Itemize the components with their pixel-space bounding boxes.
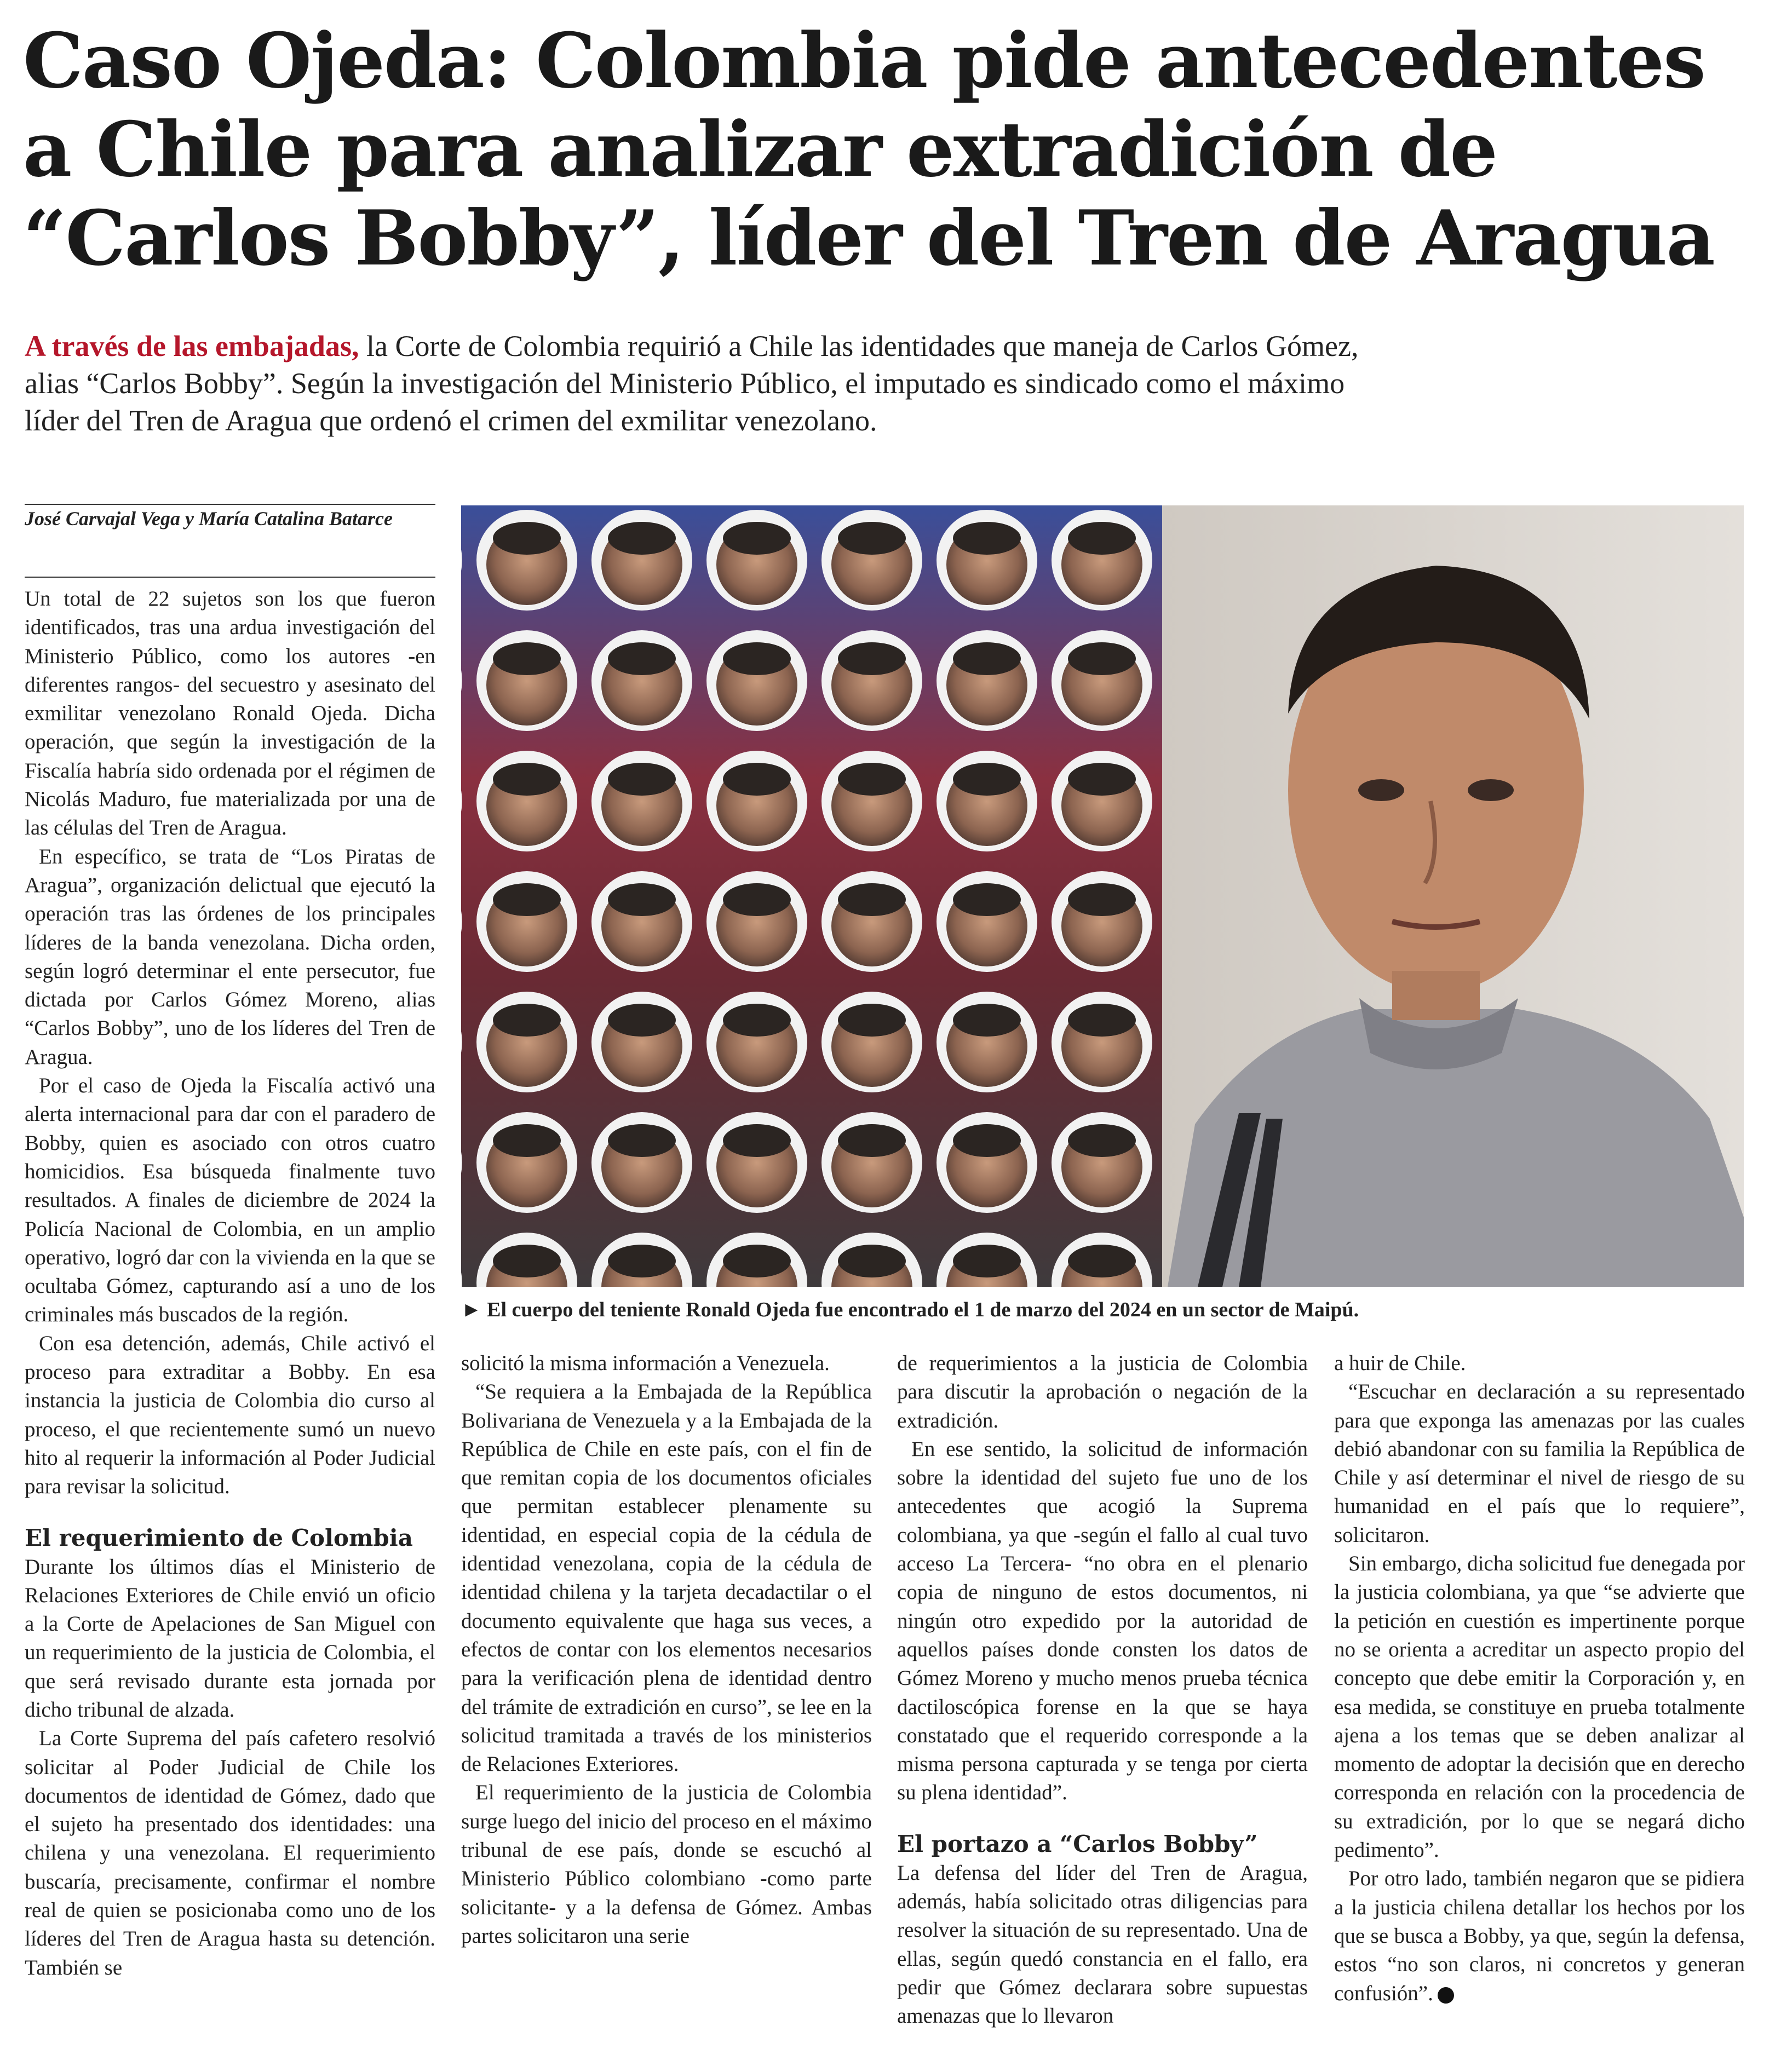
article-photo: [461, 505, 1744, 1287]
subheading: El portazo a “Carlos Bobby”: [897, 1830, 1258, 1857]
lead-text: la Corte de Colombia requirió a Chile las identidades que maneja de Carlos Gómez, alias “Carlos Bobby”. Según la investigación del Ministerio Público, el imputado es sindicado como el máximo líder del Tren de Aragua que ordenó el crimen del exmilitar venezolano.: [25, 330, 1359, 437]
photo-caption: ► El cuerpo del teniente Ronald Ojeda fue encontrado el 1 de marzo del 2024 en un sector de Maipú.: [461, 1298, 1359, 1321]
paragraph: La defensa del líder del Tren de Aragua, además, había solicitado otras diligencias para resolver la situación de su representado. Una de ellas, según quedó constancia en el fallo, era pedir que Gómez declarara sobre supuestas amenazas que lo llevaron: [897, 1861, 1308, 2028]
paragraph: El requerimiento de la justicia de Colombia surge luego del inicio del proceso en el máximo tribunal de ese país, donde se escuchó al Ministerio Público colombiano -como parte solicitante- y a la defensa de Gómez. Ambas partes solicitaron una serie: [461, 1781, 872, 1948]
lead-kicker: A través de las embajadas,: [25, 330, 359, 362]
paragraph: Por el caso de Ojeda la Fiscalía activó una alerta internacional para dar con el paradero de Bobby, quien es asociado con otros cuatro homicidios. Esa búsqueda finalmente tuvo resultados. A finales de diciembre de 2024 la Policía Nacional de Colombia, en un amplio operativo, logró dar con la vivienda en la que se ocultaba Gómez, capturando así a uno de los criminales más buscados de la región.: [25, 1074, 435, 1327]
paragraph: a huir de Chile.: [1334, 1351, 1466, 1375]
column-4: [1334, 1349, 1745, 2008]
byline-bottom-rule: [25, 577, 435, 578]
paragraph: En específico, se trata de “Los Piratas de Aragua”, organización delictual que ejecutó la operación tras las órdenes de los principales líderes de la banda venezolana. Dicha orden, según logró determinar el ente persecutor, fue dictada por Carlos Gómez Moreno, alias “Carlos Bobby”, uno de los líderes del Tren de Aragua.: [25, 844, 435, 1069]
subheading: El requerimiento de Colombia: [25, 1524, 413, 1551]
paragraph: Durante los últimos días el Ministerio de Relaciones Exteriores de Chile envió un oficio a la Corte de Apelaciones de San Miguel con un requerimiento de la justicia de Colombia, el que será revisado durante esta jornada por dicho tribunal de alzada.: [25, 1555, 435, 1722]
paragraph: “Se requiera a la Embajada de la República Bolivariana de Venezuela y a la Embajada de la República de Chile en este país, con el fin de que remitan copia de los documentos oficiales que permitan establecer plenamente su identidad, en especial copia de la cédula de identidad venezolana, copia de la cédula de identidad chilena y la tarjeta decadactilar o el documento equivalente que haga sus veces, a efectos de contar con los elementos necesarios para la verificación plena de identidad dentro del trámite de extradición en curso”, se lee en la solicitud tramitada a través de los ministerios de Relaciones Exteriores.: [461, 1380, 872, 1776]
column-3: [897, 1349, 1308, 2031]
headline-line-1: Caso Ojeda: Colombia pide antecedentes: [23, 16, 1705, 105]
paragraph: La Corte Suprema del país cafetero resolvió solicitar al Poder Judicial de Chile los documentos de identidad de Gómez, dado que el sujeto ha presentado dos identidades: una chilena y una venezolana. El requerimiento buscaría, precisamente, confirmar el nombre real de quien se posicionaba como uno de los líderes del Tren de Aragua hasta su detención. También se: [25, 1726, 435, 1979]
paragraph: Sin embargo, dicha solicitud fue denegada por la justicia colombiana, ya que “se advierte que la petición en cuestión es impertinente porque no se orienta a acreditar un aspecto propio del concepto que debe emitir la Corporación y, en esa medida, se constituye en prueba totalmente ajena a los temas que se deben analizar al momento de adoptar la decisión que en derecho corresponda en relación con la procedencia de su extradición, por lo que se negará dicho pedimento”.: [1334, 1552, 1745, 1862]
paragraph: Con esa detención, además, Chile activó el proceso para extraditar a Bobby. En esa instancia la justicia de Colombia dio curso al proceso, el que recientemente sumó un nuevo hito al requerir la información al Poder Judicial para revisar la solicitud.: [25, 1331, 435, 1499]
paragraph-last-text: Por otro lado, también negaron que se pidiera a la justicia chilena detallar los hechos por los que se busca a Bobby, ya que, según la defensa, estos “no son claros, ni concretos y generan confusión”.: [1334, 1867, 1745, 2005]
paragraph: Un total de 22 sujetos son los que fueron identificados, tras una ardua investigación del Ministerio Público, como los autores -en diferentes rangos- del secuestro y asesinato del exmilitar venezolano Ronald Ojeda. Dicha operación, que según la investigación de la Fiscalía habría sido ordenada por el régimen de Nicolás Maduro, fue materializada por una de las células del Tren de Aragua.: [25, 587, 435, 840]
paragraph: “Escuchar en declaración a su representado para que exponga las amenazas por las cuales debió abandonar con su familia la República de Chile y así determinar el nivel de riesgo de su humanidad en el país que lo requiere”, solicitaron.: [1334, 1380, 1745, 1547]
paragraph: de requerimientos a la justicia de Colombia para discutir la aprobación o negación de la extradición.: [897, 1351, 1308, 1432]
end-of-article-icon: [1438, 1987, 1454, 2004]
paragraph-last: [1334, 1864, 1745, 2007]
paragraph: En ese sentido, la solicitud de información sobre la identidad del sujeto fue uno de los antecedentes que acogió la Suprema colombiana, ya que -según el fallo al cual tuvo acceso La Tercera- “no obra en el plenario copia de ninguno de estos documentos, ni ningún otro expedido por la autoridad de aquellos países donde consten los datos de Gómez Moreno y mucho menos prueba técnica dactiloscópica forense en la que se haya constatado que el requerido corresponde a la misma persona capturada y se tenga por cierta su plena identidad”.: [897, 1437, 1308, 1805]
byline: José Carvajal Vega y María Catalina Batarce: [25, 508, 393, 529]
headline-line-2: a Chile para analizar extradición de: [23, 105, 1497, 194]
paragraph: solicitó la misma información a Venezuela.: [461, 1351, 830, 1375]
column-2: [461, 1349, 872, 1950]
column-1: [25, 585, 435, 1982]
headline: [23, 16, 1759, 283]
lead-paragraph: [25, 327, 1405, 439]
photo-illustration: [461, 505, 1744, 1287]
headline-line-3: “Carlos Bobby”, líder del Tren de Aragua: [23, 193, 1714, 283]
